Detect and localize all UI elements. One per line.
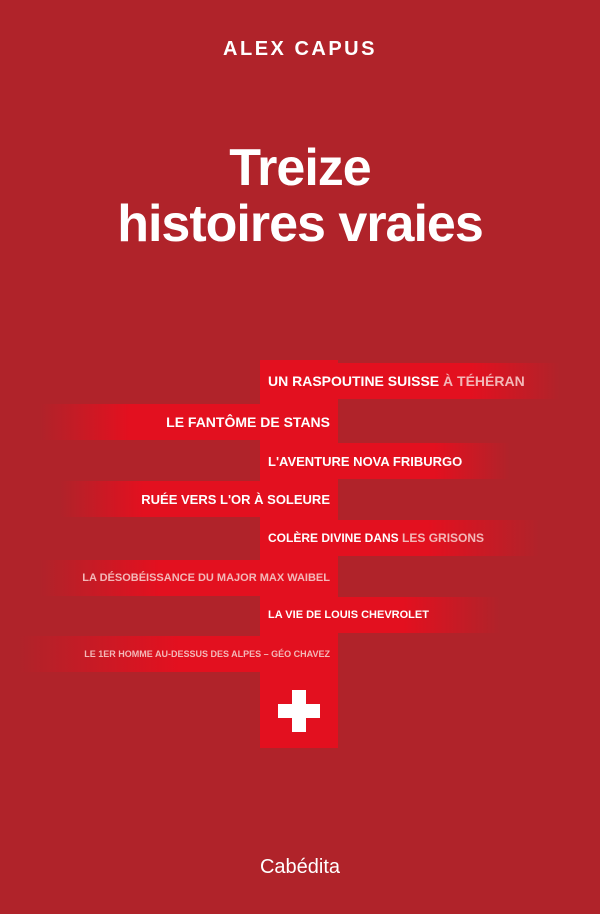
story-4 bbox=[60, 481, 338, 517]
story-7-text: LA VIE DE LOUIS CHEVROLET bbox=[268, 609, 429, 621]
author-name: ALEX CAPUS bbox=[223, 38, 377, 60]
story-2 bbox=[40, 404, 338, 440]
story-3 bbox=[260, 443, 510, 479]
story-2-text: LE FANTÔME DE STANS bbox=[166, 414, 330, 430]
story-4-text: RUÉE VERS L'OR À SOLEURE bbox=[141, 491, 330, 507]
publisher-name: Cabédita bbox=[259, 856, 341, 878]
story-5 bbox=[260, 520, 540, 556]
story-5-text: COLÈRE DIVINE DANS LES GRISONS bbox=[268, 531, 485, 545]
swiss-cross-icon bbox=[276, 688, 322, 734]
story-8 bbox=[20, 636, 338, 672]
story-8-text: LE 1ER HOMME AU-DESSUS DES ALPES – GÉO CHAVEZ bbox=[84, 649, 330, 659]
story-1 bbox=[260, 363, 560, 399]
title-line-2: histoires vraies bbox=[117, 195, 483, 253]
book-title bbox=[0, 140, 600, 252]
story-1-text: UN RASPOUTINE SUISSE À TÉHÉRAN bbox=[268, 373, 525, 389]
story-6 bbox=[40, 560, 338, 596]
story-7 bbox=[260, 597, 500, 633]
story-3-text: L'AVENTURE NOVA FRIBURGO bbox=[268, 453, 463, 469]
title-line-1: Treize bbox=[229, 139, 371, 197]
story-6-text: LA DÉSOBÉISSANCE DU MAJOR MAX WAIBEL bbox=[82, 572, 330, 584]
